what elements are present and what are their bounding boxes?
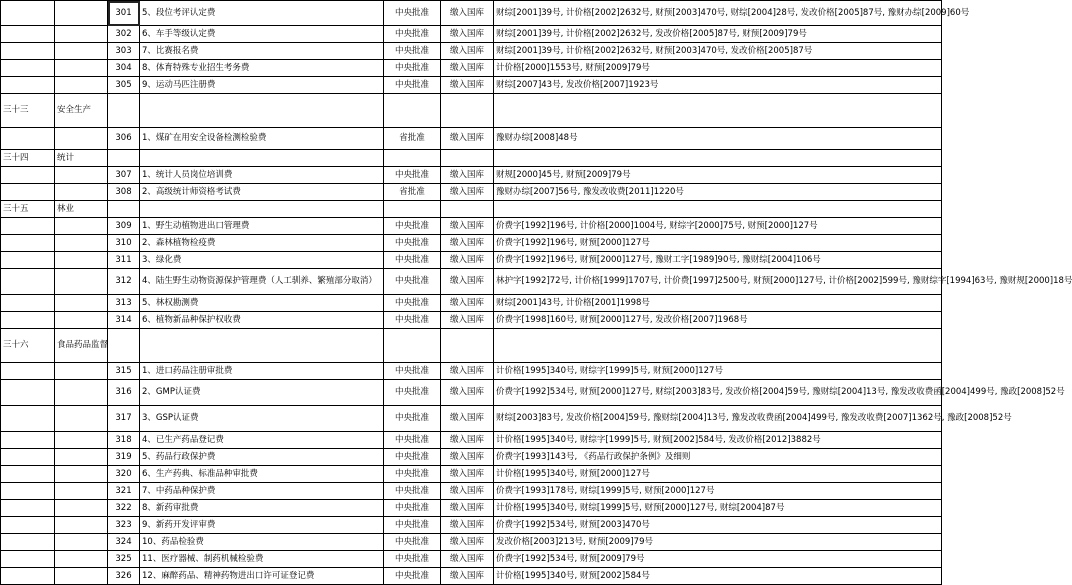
department-cell (55, 26, 108, 43)
approval-level[interactable]: 中央批准 (384, 235, 441, 252)
department-cell (55, 534, 108, 551)
table-row[interactable] (1, 517, 942, 534)
category-row[interactable] (1, 329, 942, 363)
item-number[interactable]: 308 (108, 184, 140, 201)
table-row[interactable] (1, 483, 942, 500)
approval-level[interactable]: 中央批准 (384, 77, 441, 94)
approval-level[interactable]: 中央批准 (384, 534, 441, 551)
item-name[interactable]: 2、森林植物检疫费 (140, 235, 384, 252)
category-code-cell (1, 269, 55, 295)
fund-treatment[interactable]: 缴入国库 (441, 406, 494, 432)
department-cell (55, 483, 108, 500)
table-row[interactable] (1, 252, 942, 269)
policy-basis[interactable]: 财综[2001]39号, 计价格[2002]2632号, 财预[2003]470号, 发改价格[2005]87号 (494, 43, 942, 60)
category-code-cell (1, 568, 55, 585)
approval-level[interactable]: 中央批准 (384, 363, 441, 380)
policy-basis[interactable]: 价费字[1992]534号, 财预[2003]470号 (494, 517, 942, 534)
category-code-cell (1, 218, 55, 235)
approval-level[interactable]: 中央批准 (384, 466, 441, 483)
category-code-cell (1, 500, 55, 517)
empty-cell (441, 150, 494, 167)
item-name[interactable]: 11、医疗器械、制药机械检验费 (140, 551, 384, 568)
empty-cell (140, 201, 384, 218)
table-row[interactable] (1, 60, 942, 77)
item-name[interactable]: 4、陆生野生动物资源保护管理费（人工驯养、繁殖部分取消） (140, 269, 384, 295)
empty-cell (441, 329, 494, 363)
fund-treatment[interactable]: 缴入国库 (441, 551, 494, 568)
department-cell (55, 235, 108, 252)
category-code-cell (1, 1, 55, 26)
category-department[interactable]: 食品药品监督 (55, 329, 108, 363)
empty-cell (384, 94, 441, 128)
category-code-cell (1, 235, 55, 252)
category-department[interactable]: 统计 (55, 150, 108, 167)
category-code[interactable]: 三十六 (1, 329, 55, 363)
approval-level[interactable]: 中央批准 (384, 167, 441, 184)
department-cell (55, 77, 108, 94)
item-name[interactable]: 5、林权勘测费 (140, 295, 384, 312)
category-code-cell (1, 252, 55, 269)
item-number[interactable]: 325 (108, 551, 140, 568)
empty-cell (441, 201, 494, 218)
table-row[interactable] (1, 568, 942, 585)
policy-basis[interactable]: 财规[2000]45号, 财预[2009]79号 (494, 167, 942, 184)
approval-level[interactable]: 中央批准 (384, 517, 441, 534)
item-number[interactable]: 324 (108, 534, 140, 551)
table-row[interactable] (1, 235, 942, 252)
category-code-cell (1, 551, 55, 568)
item-number[interactable]: 309 (108, 218, 140, 235)
empty-cell (494, 201, 942, 218)
item-number[interactable]: 326 (108, 568, 140, 585)
policy-basis[interactable]: 财综[2001]39号, 计价格[2002]2632号, 发改价格[2005]87号, 财预[2009]79号 (494, 26, 942, 43)
department-cell (55, 184, 108, 201)
approval-level[interactable]: 中央批准 (384, 218, 441, 235)
department-cell (55, 312, 108, 329)
empty-cell (494, 329, 942, 363)
fund-treatment[interactable]: 缴入国库 (441, 363, 494, 380)
empty-cell (140, 329, 384, 363)
item-number[interactable]: 303 (108, 43, 140, 60)
item-name[interactable]: 12、麻醉药品、精神药物进出口许可证登记费 (140, 568, 384, 585)
item-name[interactable]: 5、药品行政保护费 (140, 449, 384, 466)
fund-treatment[interactable]: 缴入国库 (441, 466, 494, 483)
fund-treatment[interactable]: 缴入国库 (441, 252, 494, 269)
approval-level[interactable]: 省批准 (384, 184, 441, 201)
department-cell (55, 295, 108, 312)
fund-treatment[interactable]: 缴入国库 (441, 235, 494, 252)
category-code-cell (1, 26, 55, 43)
table-row[interactable] (1, 184, 942, 201)
empty-cell (108, 329, 140, 363)
table-row[interactable] (1, 269, 942, 295)
category-code-cell (1, 449, 55, 466)
category-code-cell (1, 77, 55, 94)
item-name[interactable]: 9、新药开发评审费 (140, 517, 384, 534)
policy-basis[interactable]: 豫财办综[2008]48号 (494, 128, 942, 150)
item-number[interactable]: 307 (108, 167, 140, 184)
category-code-cell (1, 43, 55, 60)
item-number[interactable]: 310 (108, 235, 140, 252)
item-name[interactable]: 2、GMP认证费 (140, 380, 384, 406)
department-cell (55, 432, 108, 449)
policy-basis[interactable]: 价费字[1992]534号, 财预[2009]79号 (494, 551, 942, 568)
approval-level[interactable]: 中央批准 (384, 43, 441, 60)
department-cell (55, 517, 108, 534)
category-code-cell (1, 128, 55, 150)
item-name[interactable]: 1、煤矿在用安全设备检测检验费 (140, 128, 384, 150)
item-name[interactable]: 10、药品检验费 (140, 534, 384, 551)
policy-basis[interactable]: 财综[2001]39号, 计价格[2002]2632号, 财预[2003]470号, 财综[2004]28号, 发改价格[2005]87号, 豫财办综[2009]60号 (494, 1, 942, 26)
approval-level[interactable]: 中央批准 (384, 380, 441, 406)
category-code[interactable]: 三十三 (1, 94, 55, 128)
table-row[interactable] (1, 77, 942, 94)
policy-basis[interactable]: 计价格[1995]340号, 财综字[1999]5号, 财预[2000]127号 (494, 363, 942, 380)
department-cell (55, 252, 108, 269)
policy-basis[interactable]: 豫财办综[2007]56号, 豫发改收费[2011]1220号 (494, 184, 942, 201)
category-code[interactable]: 三十四 (1, 150, 55, 167)
item-number[interactable]: 314 (108, 312, 140, 329)
policy-basis[interactable]: 价费字[1992]534号, 财预[2000]127号, 财综[2003]83号, 发改价格[2004]59号, 豫财综[2004]13号, 豫发改收费函[2004]499号, 豫政[2008]52号 (494, 380, 942, 406)
policy-basis[interactable]: 计价格[1995]340号, 财综[1999]5号, 财预[2000]127号, 财综[2004]87号 (494, 500, 942, 517)
category-row[interactable] (1, 201, 942, 218)
item-name[interactable]: 1、进口药品注册审批费 (140, 363, 384, 380)
approval-level[interactable]: 中央批准 (384, 1, 441, 26)
table-row[interactable] (1, 500, 942, 517)
approval-level[interactable]: 中央批准 (384, 406, 441, 432)
approval-level[interactable]: 中央批准 (384, 432, 441, 449)
item-name[interactable]: 3、绿化费 (140, 252, 384, 269)
item-name[interactable]: 6、生产药典、标准品种审批费 (140, 466, 384, 483)
item-name[interactable]: 5、段位考评认定费 (140, 1, 384, 26)
category-code-cell (1, 184, 55, 201)
approval-level[interactable]: 中央批准 (384, 26, 441, 43)
department-cell (55, 363, 108, 380)
item-number[interactable]: 320 (108, 466, 140, 483)
policy-basis[interactable]: 林护字[1992]72号, 计价格[1999]1707号, 计价费[1997]2500号, 财预[2000]127号, 计价格[2002]599号, 豫财综字[1994]63号, 豫财规[2000]18号 (494, 269, 942, 295)
department-cell (55, 167, 108, 184)
item-name[interactable]: 8、新药审批费 (140, 500, 384, 517)
policy-basis[interactable]: 价费字[1992]196号, 财预[2000]127号, 豫财工字[1989]90号, 豫财综[2004]106号 (494, 252, 942, 269)
approval-level[interactable]: 省批准 (384, 128, 441, 150)
policy-basis[interactable]: 价费字[1998]160号, 财预[2000]127号, 发改价格[2007]1968号 (494, 312, 942, 329)
table-row[interactable] (1, 43, 942, 60)
category-code-cell (1, 534, 55, 551)
table-row[interactable] (1, 406, 942, 432)
item-name[interactable]: 9、运动马匹注册费 (140, 77, 384, 94)
empty-cell (108, 201, 140, 218)
fund-treatment[interactable]: 缴入国库 (441, 43, 494, 60)
table-row[interactable] (1, 295, 942, 312)
department-cell (55, 380, 108, 406)
table-row[interactable] (1, 466, 942, 483)
approval-level[interactable]: 中央批准 (384, 312, 441, 329)
department-cell (55, 568, 108, 585)
policy-basis[interactable]: 发改价格[2003]213号, 财预[2009]79号 (494, 534, 942, 551)
category-code-cell (1, 483, 55, 500)
table-row[interactable] (1, 128, 942, 150)
category-code-cell (1, 432, 55, 449)
fund-treatment[interactable]: 缴入国库 (441, 295, 494, 312)
category-code-cell (1, 363, 55, 380)
category-code[interactable]: 三十五 (1, 201, 55, 218)
table-row[interactable] (1, 380, 942, 406)
category-code-cell (1, 167, 55, 184)
fund-treatment[interactable]: 缴入国库 (441, 269, 494, 295)
policy-basis[interactable]: 价费字[1992]196号, 财预[2000]127号 (494, 235, 942, 252)
approval-level[interactable]: 中央批准 (384, 60, 441, 77)
item-number[interactable]: 302 (108, 26, 140, 43)
item-number[interactable]: 319 (108, 449, 140, 466)
fund-treatment[interactable]: 缴入国库 (441, 517, 494, 534)
item-number[interactable]: 321 (108, 483, 140, 500)
table-row[interactable] (1, 534, 942, 551)
department-cell (55, 551, 108, 568)
department-cell (55, 43, 108, 60)
approval-level[interactable]: 中央批准 (384, 295, 441, 312)
table-row[interactable] (1, 26, 942, 43)
category-code-cell (1, 312, 55, 329)
item-number[interactable]: 315 (108, 363, 140, 380)
fund-treatment[interactable]: 缴入国库 (441, 483, 494, 500)
category-code-cell (1, 295, 55, 312)
item-name[interactable]: 6、车手等级认定费 (140, 26, 384, 43)
fund-treatment[interactable]: 缴入国库 (441, 534, 494, 551)
fund-treatment[interactable]: 缴入国库 (441, 77, 494, 94)
department-cell (55, 218, 108, 235)
category-code-cell (1, 60, 55, 77)
policy-basis[interactable]: 财综[2003]83号, 发改价格[2004]59号, 豫财综[2004]13号, 豫发改收费函[2004]499号, 豫发改收费[2007]1362号, 豫政[2008]52号 (494, 406, 942, 432)
item-name[interactable]: 7、中药品种保护费 (140, 483, 384, 500)
fund-treatment[interactable]: 缴入国库 (441, 60, 494, 77)
approval-level[interactable]: 中央批准 (384, 252, 441, 269)
item-name[interactable]: 2、高级统计师资格考试费 (140, 184, 384, 201)
item-number[interactable]: 305 (108, 77, 140, 94)
fund-treatment[interactable]: 缴入国库 (441, 1, 494, 26)
item-number[interactable]: 311 (108, 252, 140, 269)
table-row[interactable] (1, 449, 942, 466)
empty-cell (441, 94, 494, 128)
policy-basis[interactable]: 财综[2007]43号, 发改价格[2007]1923号 (494, 77, 942, 94)
department-cell (55, 500, 108, 517)
item-name[interactable]: 8、体育特殊专业招生考务费 (140, 60, 384, 77)
policy-basis[interactable]: 计价格[1995]340号, 财预[2002]584号 (494, 568, 942, 585)
fund-treatment[interactable]: 缴入国库 (441, 449, 494, 466)
fund-treatment[interactable]: 缴入国库 (441, 380, 494, 406)
table-row[interactable] (1, 363, 942, 380)
policy-basis[interactable]: 价费字[1992]196号, 计价格[2000]1004号, 财综字[2000]75号, 财预[2000]127号 (494, 218, 942, 235)
empty-cell (384, 150, 441, 167)
item-number[interactable]: 318 (108, 432, 140, 449)
department-cell (55, 466, 108, 483)
table-row[interactable] (1, 1, 942, 26)
item-number[interactable]: 304 (108, 60, 140, 77)
fund-treatment[interactable]: 缴入国库 (441, 218, 494, 235)
table-row[interactable] (1, 167, 942, 184)
category-code-cell (1, 466, 55, 483)
table-row[interactable] (1, 312, 942, 329)
item-name[interactable]: 7、比赛报名费 (140, 43, 384, 60)
empty-cell (108, 94, 140, 128)
category-department[interactable]: 安全生产 (55, 94, 108, 128)
item-name[interactable]: 1、统计人员岗位培训费 (140, 167, 384, 184)
fund-treatment[interactable]: 缴入国库 (441, 568, 494, 585)
category-code-cell (1, 380, 55, 406)
item-name[interactable]: 4、已生产药品登记费 (140, 432, 384, 449)
fund-treatment[interactable]: 缴入国库 (441, 432, 494, 449)
category-row[interactable] (1, 94, 942, 128)
fund-treatment[interactable]: 缴入国库 (441, 128, 494, 150)
policy-basis[interactable]: 价费字[1993]143号, 《药品行政保护条例》及细则 (494, 449, 942, 466)
approval-level[interactable]: 中央批准 (384, 568, 441, 585)
item-number[interactable]: 322 (108, 500, 140, 517)
fund-treatment[interactable]: 缴入国库 (441, 167, 494, 184)
category-code-cell (1, 406, 55, 432)
policy-basis[interactable]: 价费字[1993]178号, 财综[1999]5号, 财预[2000]127号 (494, 483, 942, 500)
table-row[interactable] (1, 551, 942, 568)
category-code-cell (1, 517, 55, 534)
item-number[interactable]: 317 (108, 406, 140, 432)
item-number[interactable]: 313 (108, 295, 140, 312)
item-name[interactable]: 1、野生动植物进出口管理费 (140, 218, 384, 235)
approval-level[interactable]: 中央批准 (384, 449, 441, 466)
item-name[interactable]: 6、植物新品种保护权收费 (140, 312, 384, 329)
fund-treatment[interactable]: 缴入国库 (441, 26, 494, 43)
policy-basis[interactable]: 计价格[1995]340号, 财预[2000]127号 (494, 466, 942, 483)
item-number[interactable]: 323 (108, 517, 140, 534)
approval-level[interactable]: 中央批准 (384, 551, 441, 568)
empty-cell (494, 150, 942, 167)
policy-basis[interactable]: 财综[2001]43号, 计价格[2001]1998号 (494, 295, 942, 312)
item-number[interactable]: 301 (108, 1, 140, 26)
item-number[interactable]: 316 (108, 380, 140, 406)
department-cell (55, 269, 108, 295)
approval-level[interactable]: 中央批准 (384, 269, 441, 295)
fund-treatment[interactable]: 缴入国库 (441, 184, 494, 201)
table-row[interactable] (1, 432, 942, 449)
item-name[interactable]: 3、GSP认证费 (140, 406, 384, 432)
empty-cell (494, 94, 942, 128)
policy-basis[interactable]: 计价格[2000]1553号, 财预[2009]79号 (494, 60, 942, 77)
item-number[interactable]: 306 (108, 128, 140, 150)
fund-treatment[interactable]: 缴入国库 (441, 312, 494, 329)
item-number[interactable]: 312 (108, 269, 140, 295)
empty-cell (108, 150, 140, 167)
department-cell (55, 406, 108, 432)
empty-cell (140, 150, 384, 167)
department-cell (55, 128, 108, 150)
category-department[interactable]: 林业 (55, 201, 108, 218)
empty-cell (384, 329, 441, 363)
approval-level[interactable]: 中央批准 (384, 483, 441, 500)
category-row[interactable] (1, 150, 942, 167)
fund-treatment[interactable]: 缴入国库 (441, 500, 494, 517)
department-cell (55, 449, 108, 466)
department-cell (55, 1, 108, 26)
policy-basis[interactable]: 计价格[1995]340号, 财综字[1999]5号, 财预[2002]584号, 发改价格[2012]3882号 (494, 432, 942, 449)
approval-level[interactable]: 中央批准 (384, 500, 441, 517)
empty-cell (384, 201, 441, 218)
table-row[interactable] (1, 218, 942, 235)
empty-cell (140, 94, 384, 128)
department-cell (55, 60, 108, 77)
